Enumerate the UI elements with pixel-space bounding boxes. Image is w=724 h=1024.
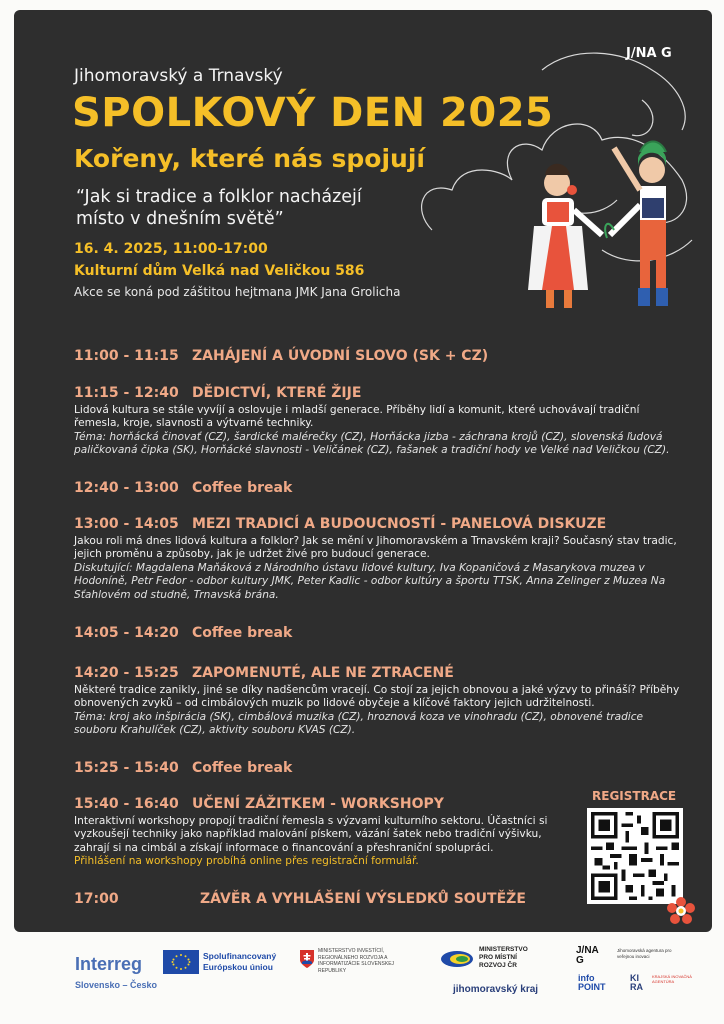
qr-code-icon[interactable] <box>587 808 683 904</box>
slovak-coat-of-arms-icon <box>300 950 314 968</box>
program-description: Jakou roli má dnes lidová kultura a folklor? Jak se mění v Jihomoravském a Trnavském kraji? Současný stav tradic, jejich proměnu a způsoby, jak je udržet živé pro budoucí generace. <box>74 535 677 561</box>
program-time: 17:00 <box>74 891 119 907</box>
jinag-footer-logo: J/NA G <box>576 945 599 966</box>
pretitle: Jihomoravský a Trnavský <box>74 66 283 86</box>
partner-logos-footer <box>0 936 724 1024</box>
program-time: 15:40 - 16:40 <box>74 796 179 812</box>
male-dancer-icon <box>605 142 668 307</box>
patronage-note: Akce se koná pod záštitou hejtmana JMK Jana Grolicha <box>74 285 401 299</box>
ministry-cz-text: MINISTERSTVO PRO MÍSTNÍ ROZVOJ ČR <box>479 946 528 969</box>
program-title: ZÁVĚR A VYHLÁŠENÍ VÝSLEDKŮ SOUTĚŽE <box>200 891 526 907</box>
event-title: SPOLKOVÝ DEN 2025 <box>72 90 554 136</box>
program-title: ZAHÁJENÍ A ÚVODNÍ SLOVO (SK + CZ) <box>192 348 489 364</box>
program-item <box>74 516 684 602</box>
program-time: 12:40 - 13:00 <box>74 480 179 496</box>
program-title: ZAPOMENUTÉ, ALE NE ZTRACENÉ <box>192 665 454 681</box>
program-item <box>74 796 566 869</box>
kira-subtitle: KRAJSKÁ INOVAČNÁ AGENTÚRA <box>652 974 692 984</box>
program-time: 11:15 - 12:40 <box>74 385 179 401</box>
mmr-logo-icon <box>440 950 474 968</box>
event-venue: Kulturní dům Velká nad Veličkou 586 <box>74 263 365 279</box>
program-time: 14:20 - 15:25 <box>74 665 179 681</box>
program-item <box>74 385 684 458</box>
event-subtitle: Kořeny, které nás spojují <box>74 144 425 173</box>
jinag-logo: J/NA G <box>626 46 672 61</box>
registration-label: REGISTRACE <box>592 789 677 803</box>
program-item <box>74 760 684 776</box>
event-date: 16. 4. 2025, 11:00-17:00 <box>74 241 268 257</box>
program-item <box>74 348 684 364</box>
program-time: 15:25 - 15:40 <box>74 760 179 776</box>
program-title: Coffee break <box>192 760 293 776</box>
program-item <box>74 625 684 641</box>
workshop-signup-note[interactable]: Přihlášení na workshopy probíhá online přes registrační formulář. <box>74 855 419 868</box>
folk-dancers-illustration <box>402 40 702 330</box>
program-title: Coffee break <box>192 625 293 641</box>
interreg-subtitle: Slovensko – Česko <box>75 980 158 990</box>
jmk-logo: jihomoravský kraj <box>453 984 539 995</box>
program-topics: Téma: kroj ako inšpirácia (SK), cimbálová muzika (CZ), hroznová koza ve vinohradu (CZ), obnovené tradice souboru Krahulíček (CZ), aktivity souboru KVAS (CZ). <box>74 710 644 737</box>
eu-flag-icon <box>163 950 199 974</box>
program-description: Interaktivní workshopy propojí tradiční řemesla s výzvami kulturního sektoru. Účastníci si vyzkoušejí techniky jako například malování pískem, vázání šatek nebo tradiční výšivku, zahrají si na cimbál a získají informace o financování a přeshraniční spolupráci. <box>74 815 548 854</box>
program-title: Coffee break <box>192 480 293 496</box>
program-topics: Diskutující: Magdalena Maňáková z Národního ústavu lidové kultury, Iva Kopaničová z Masarykova muzea v Hodoníně, Petr Fedor - odbor kultury JMK, Peter Kadlic - odbor kultúry a športu TTSK, Anna Zelinger z Muzea Na Sťahlovém od studně, Trnavská brána. <box>74 561 666 601</box>
interreg-logo: Interreg <box>75 954 143 974</box>
female-dancer-icon <box>528 164 602 308</box>
program-item <box>74 665 684 738</box>
ministry-sk-text: MINISTERSTVO INVESTÍCIÍ, REGIONÁLNEHO ROZVOJA A INFORMATIZÁCIE SLOVENSKEJ REPUBLIKY <box>318 948 395 974</box>
eu-cofinanced-text: Spolufinancovaný Európskou úniou <box>203 951 277 972</box>
program-title: UČENÍ ZÁŽITKEM - WORKSHOPY <box>192 796 444 812</box>
jinag-footer-subtitle: Jihomoravská agentura pro veřejnou inovaci <box>617 948 672 959</box>
infopoint-logo: info POINT <box>578 973 606 992</box>
program-title: DĚDICTVÍ, KTERÉ ŽIJE <box>192 385 362 401</box>
flower-icon <box>664 894 698 928</box>
kira-logo: KI RA <box>630 973 643 992</box>
program-topics: Téma: horňácká činovať (CZ), šardické malérečky (CZ), Horňácka jizba - záchrana krojů (CZ), slovenská ľudová paličkovaná čipka (SK), Horňácké slavnosti - Veličánek (CZ), fašanek a tradiční hody ve Velké nad Veličkou (CZ). <box>74 430 670 457</box>
program-time: 11:00 - 11:15 <box>74 348 179 364</box>
program-time: 14:05 - 14:20 <box>74 625 179 641</box>
poster <box>14 10 712 932</box>
program-time: 13:00 - 14:05 <box>74 516 179 532</box>
program-title: MEZI TRADICÍ A BUDOUCNOSTÍ - PANELOVÁ DISKUZE <box>192 516 607 532</box>
program-item <box>74 480 684 496</box>
event-quote: “Jak si tradice a folklor nacházejí místo v dnešním světě” <box>76 187 362 229</box>
program-description: Některé tradice zanikly, jiné se díky nadšencům vracejí. Co stojí za jejich obnovou a jaké výzvy to přináší? Příběhy obnovených zvyků – od cimbálových muzik po lidové obyčeje a klíčové faktory jejich udržitelnosti. <box>74 684 680 710</box>
program-description: Lidová kultura se stále vyvíjí a oslovuje i mladší generace. Příběhy lidí a komunit, které uchovávají tradiční řemesla, kroje, slavnosti a výtvarné techniky. <box>74 404 640 430</box>
